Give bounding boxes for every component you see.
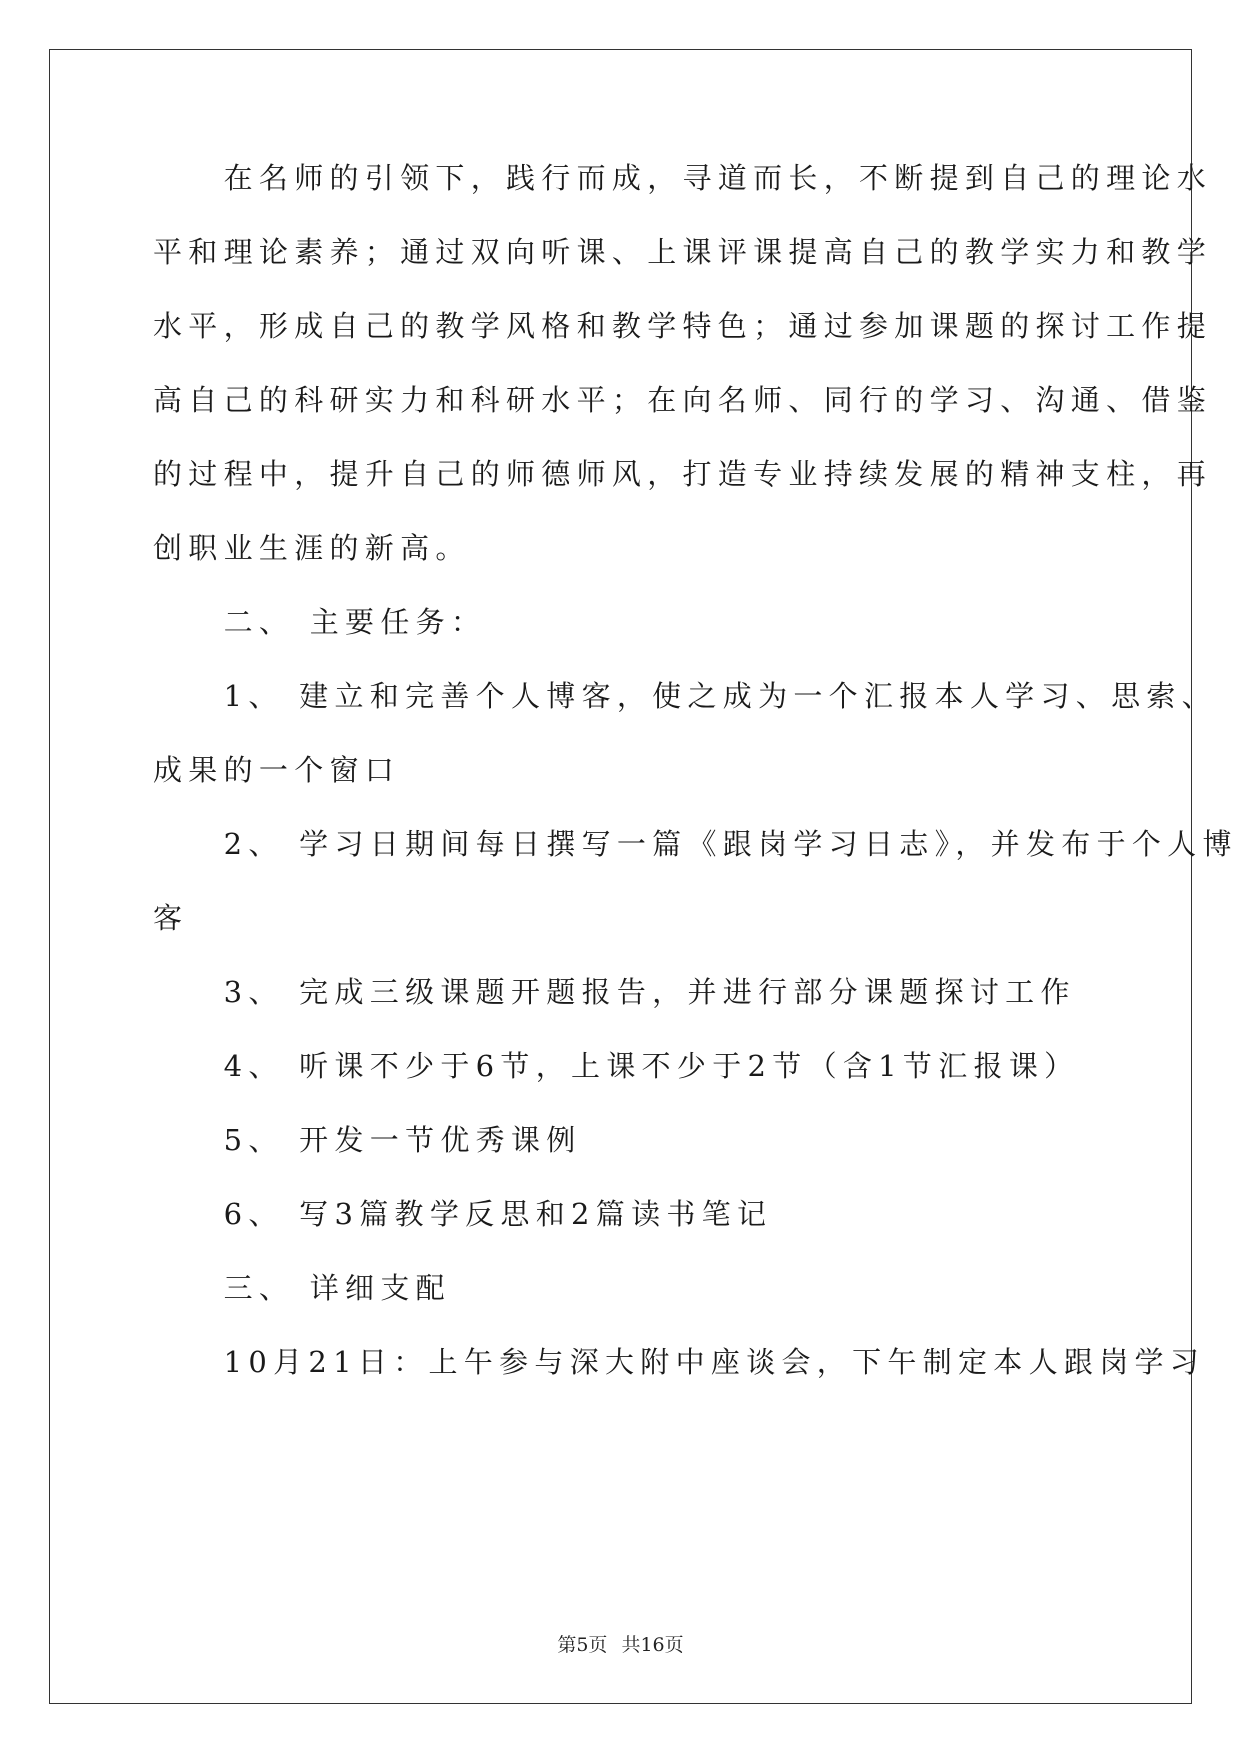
paragraph-line: 的过程中，提升自己的师德师风，打造专业持续发展的精神支柱，再 <box>153 457 1213 491</box>
list-item-continuation: 客 <box>153 901 189 935</box>
list-item-continuation: 成果的一个窗口 <box>153 753 401 787</box>
paragraph-line: 平和理论素养；通过双向听课、上课评课提高自己的教学实力和教学 <box>153 235 1213 269</box>
page-total: 共16页 <box>621 1634 684 1656</box>
section-heading: 二、 主要任务： <box>153 605 487 639</box>
schedule-entry: 10月21日：上午参与深大附中座谈会，下午制定本人跟岗学习 <box>153 1345 1206 1379</box>
paragraph-line: 在名师的引领下，践行而成，寻道而长，不断提到自己的理论水 <box>153 161 1213 195</box>
list-item: 5、 开发一节优秀课例 <box>153 1123 582 1157</box>
page-number: 第5页 <box>557 1634 608 1656</box>
paragraph-line: 创职业生涯的新高。 <box>153 531 471 565</box>
page-border <box>49 49 1192 1704</box>
paragraph-line: 高自己的科研实力和科研水平；在向名师、同行的学习、沟通、借鉴 <box>153 383 1213 417</box>
paragraph-line: 水平，形成自己的教学风格和教学特色；通过参加课题的探讨工作提 <box>153 309 1213 343</box>
page-footer <box>0 1630 1241 1657</box>
list-item: 2、 学习日期间每日撰写一篇《跟岗学习日志》，并发布于个人博 <box>153 827 1238 861</box>
list-item: 3、 完成三级课题开题报告，并进行部分课题探讨工作 <box>153 975 1076 1009</box>
list-item: 4、 听课不少于6节，上课不少于2节（含1节汇报课） <box>153 1049 1080 1083</box>
list-item: 6、 写3篇教学反思和2篇读书笔记 <box>153 1197 773 1231</box>
list-item: 1、 建立和完善个人博客，使之成为一个汇报本人学习、思索、 <box>153 679 1217 713</box>
section-heading: 三、 详细支配 <box>153 1271 451 1305</box>
